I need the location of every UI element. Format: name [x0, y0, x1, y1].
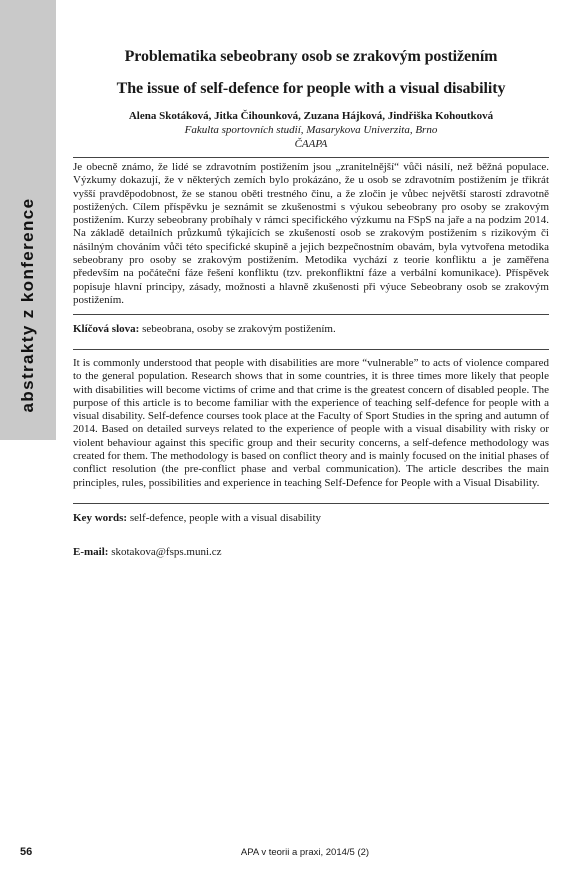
keywords-czech-value: sebeobrana, osoby se zrakovým postižením. — [139, 323, 336, 335]
sidebar-label: abstrakty z konference — [18, 197, 37, 413]
divider-keywords-en — [73, 503, 549, 504]
divider-middle — [73, 349, 549, 350]
abstract-czech: Je obecně známo, že lidé se zdravotním postižením jsou „zranitelnější“ vůči násilí, než běžná populace. Výzkumy dokazují, že v některých zemích bylo prokázáno, že u osob se zdravotním postižením je třikrát vyšší pravděpodobnost, že se stanou oběti trestného činu, a že zločin je vůbec největší starostí zdravotně postižených. Cílem příspěvku je seznámit se zkušenostmi s výukou sebeobrany pro osoby se zrakovým postižením. Kurzy sebeobrany probíhaly v rámci specifického výzkumu na FSpS na jaře a na podzim 2014. Na základě detailních průzkumů týkajících se zkušeností osob se zrakovým postižením s rizikovým či násilným chováním vůči této specifické skupině a jejich bezpečnostním obavám, byla vytvořena metodika sebeobrany pro osoby se zrakovým postižením. Metodika vychází z teorie konfliktu a je zaměřena především na počáteční fáze řešení konfliktu (tzv. prekonfliktní fáze a verbální komunikace). Příspěvek popisuje hlavní principy, zásady, možnosti a hlavně zkušenosti při výuce Sebeobrany osob se zrakovým postižením. — [73, 161, 549, 306]
authors: Alena Skotáková, Jitka Čihounková, Zuzana Hájková, Jindřiška Kohoutková — [128, 110, 494, 122]
keywords-czech-label: Klíčová slova: — [73, 323, 140, 335]
affiliation-secondary: ČAAPA — [294, 138, 328, 150]
abstract-english: It is commonly understood that people with disabilities are more “vulnerable” to acts of violence compared to the general population. Research shows that in some countries, it is three times more likely that people with disabilities will become victims of crime and that crime is the greatest concern of disabled people. The purpose of this article is to become familiar with the experience of teaching self-defence for people with a visual disability. Self-defence courses took place at the Faculty of Sport Studies in the spring and autumn of 2014. Based on detailed surveys related to the experience of people with a visual disability with risky or violent behaviour against this specific group and their security concerns, a self-defence methodology was created for them. The methodology is based on conflict theory and is mainly focused on the initial phases of conflict resolution (the pre-conflict phase and verbal communication). The article describes the main principles, rules, possibilities and experience in teaching Self-Defence for People with a Visual Disability. — [73, 357, 549, 489]
title-czech: Problematika sebeobrany osob se zrakovým postižením — [124, 48, 498, 65]
keywords-english — [73, 512, 549, 525]
authors-block — [73, 109, 549, 151]
keywords-czech — [73, 323, 549, 336]
affiliation: Fakulta sportovních studií, Masarykova Univerzita, Brno — [184, 124, 438, 136]
divider-keywords-cz — [73, 314, 549, 315]
title-english: The issue of self-defence for people with a visual disability — [116, 80, 506, 97]
divider-top — [73, 157, 549, 158]
keywords-english-value: self-defence, people with a visual disability — [127, 512, 322, 524]
sidebar-band — [0, 0, 56, 440]
email-line — [73, 546, 549, 559]
keywords-english-label: Key words: — [73, 512, 128, 524]
journal-citation: APA v teorii a praxi, 2014/5 (2) — [240, 847, 370, 858]
page-number: 56 — [20, 846, 33, 858]
email-label: E-mail: — [73, 546, 109, 558]
email-value[interactable]: skotakova@fsps.muni.cz — [108, 546, 222, 558]
